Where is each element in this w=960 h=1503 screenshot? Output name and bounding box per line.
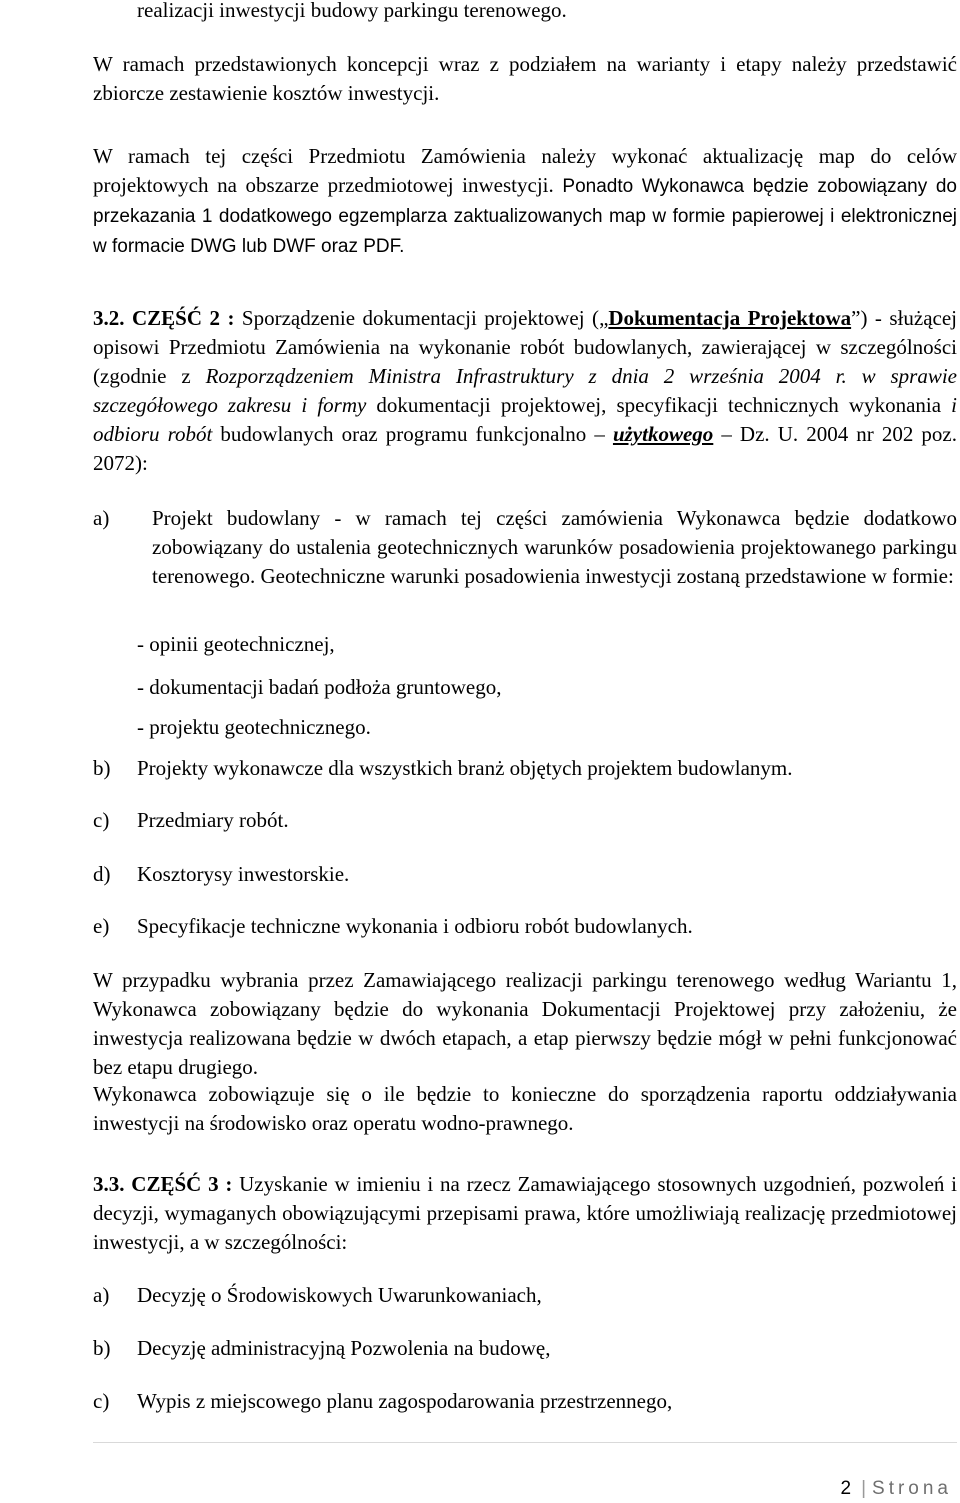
- list-item-a: Projekt budowlany - w ramach tej części zamówienia Wykonawca będzie dodatkowo zobowiązany do ustalenia geotechnicznych warunków posadowienia projektowanego parkingu terenowego. Geotechniczne warunki posadowienia inwestycji zostaną przedstawione w formie:: [152, 506, 957, 588]
- dash-item-3: - projektu geotechnicznego.: [137, 715, 371, 739]
- list-label-b: b): [93, 1336, 111, 1360]
- list-label-c: c): [93, 1389, 110, 1413]
- paragraph-variant: W przypadku wybrania przez Zamawiającego realizacji parkingu terenowego według Wariantu 1, Wykonawca zobowiązany będzie do wykonania Dokumentacji Projektowej przy założeniu, że inwestycja realizowana będzie w dwóch etapach, a etap pierwszy będzie mógł w pełni funkcjonować bez etapu drugiego.: [93, 968, 957, 1079]
- page-footer: [841, 1474, 953, 1503]
- paragraph-continuation: realizacji inwestycji budowy parkingu terenowego.: [137, 0, 567, 22]
- footer-separator: |: [861, 1478, 867, 1499]
- section-part-label: CZĘŚĆ 2 :: [131, 306, 235, 330]
- list-item-zoning-extract: Wypis z miejscowego planu zagospodarowania przestrzennego,: [137, 1389, 673, 1413]
- page-number: 2: [840, 1478, 856, 1499]
- list-item-e: Specyfikacje techniczne wykonania i odbioru robót budowlanych.: [137, 914, 693, 938]
- section-number: 3.2.: [93, 306, 125, 330]
- page-word: Strona: [872, 1478, 952, 1499]
- map-update-contractor-text: Ponadto Wykonawca będzie zobowiązany do przekazania 1 dodatkowego egzemplarza zaktualizowanych map w formie papierowej i elektronicznej w formacie DWG lub DWF oraz PDF.: [93, 176, 958, 257]
- dash-item-2: - dokumentacji badań podłoża gruntowego,: [137, 675, 502, 699]
- paragraph-map-update: [93, 142, 957, 261]
- list-item-decision-environmental: Decyzję o Środowiskowych Uwarunkowaniach,: [137, 1283, 542, 1307]
- list-label-b: b): [93, 756, 111, 780]
- list-item-building-permit: Decyzję administracyjną Pozwolenia na budowę,: [137, 1336, 551, 1360]
- section-number: 3.3.: [93, 1172, 125, 1196]
- map-update-text: W ramach tej części Przedmiotu Zamówienia należy wykonać aktualizację map do celów projektowych na obszarze przedmiotowej inwestycji.: [93, 144, 957, 197]
- list-label-a: a): [93, 1283, 110, 1307]
- regulation-reference: Rozporządzeniem Ministra Infrastruktury z dnia 2 września 2004 r. w sprawie szczegółowego zakresu i formy: [93, 364, 957, 417]
- list-label-a: a): [93, 506, 110, 530]
- section-3-2-intro: 3.2. CZĘŚĆ 2 : Sporządzenie dokumentacji projektowej („Dokumentacja Projektowa”) - służącej opisowi Przedmiotu Zamówienia na wykonanie robót budowlanych, zawierającej w szczególności (zgodnie z Rozporządzeniem Ministra Infrastruktury z dnia 2 września 2004 r. w sprawie szczegółowego zakresu i formy dokumentacji projektowej, specyfikacji technicznych wykonania i odbioru robót budowlanych oraz programu funkcjonalno – użytkowego – Dz. U. 2004 nr 202 poz. 2072):: [93, 306, 957, 475]
- list-label-c: c): [93, 808, 110, 832]
- section-part-label: CZĘŚĆ 3 :: [131, 1172, 233, 1196]
- list-label-d: d): [93, 862, 111, 886]
- list-label-e: e): [93, 914, 110, 938]
- footer-divider: [93, 1442, 957, 1443]
- document-title-term: Dokumentacja Projektowa: [608, 306, 852, 330]
- dash-item-1: - opinii geotechnicznej,: [137, 632, 335, 656]
- list-item-d: Kosztorysy inwestorskie.: [137, 862, 350, 886]
- usage-term: użytkowego: [612, 422, 714, 446]
- list-item-b: Projekty wykonawcze dla wszystkich branż objętych projektem budowlanym.: [137, 756, 793, 780]
- paragraph-report: Wykonawca zobowiązuje się o ile będzie to konieczne do sporządzenia raportu oddziaływania inwestycji na środowisko oraz operatu wodno-prawnego.: [93, 1082, 957, 1135]
- list-item-c: Przedmiary robót.: [137, 808, 289, 832]
- section-3-3-intro: 3.3. CZĘŚĆ 3 : Uzyskanie w imieniu i na rzecz Zamawiającego stosownych uzgodnień, pozwoleń i decyzji, wymaganych obowiązującymi przepisami prawa, które umożliwiają realizację przedmiotowej inwestycji, a w szczególności:: [93, 1172, 957, 1254]
- paragraph-cost-summary: W ramach przedstawionych koncepcji wraz z podziałem na warianty i etapy należy przedstawić zbiorcze zestawienie kosztów inwestycji.: [93, 52, 957, 105]
